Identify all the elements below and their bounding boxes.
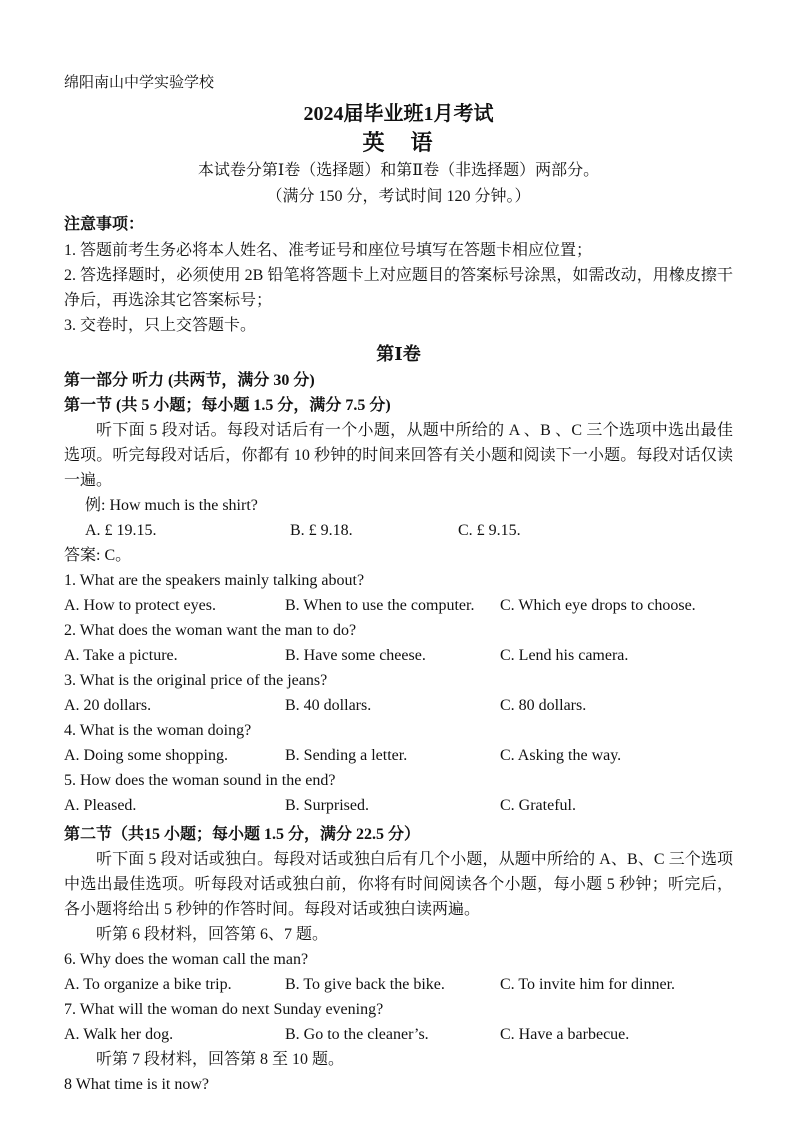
question-5-option-a: A. Pleased. bbox=[64, 797, 137, 814]
question-4-option-b: B. Sending a letter. bbox=[285, 747, 408, 764]
question-6-option-c: C. To invite him for dinner. bbox=[500, 976, 676, 993]
question-4-options bbox=[64, 743, 733, 768]
question-8-text: 8 What time is it now? bbox=[64, 1076, 210, 1093]
example-option-a: A. £ 19.15. bbox=[85, 522, 157, 539]
question-4-option-c: C. Asking the way. bbox=[500, 747, 622, 764]
question-5-options bbox=[64, 793, 733, 818]
question-1-option-a: A. How to protect eyes. bbox=[64, 597, 216, 614]
question-5-option-c: C. Grateful. bbox=[500, 797, 576, 814]
question-6 bbox=[64, 947, 733, 997]
material-6-note: 听第 6 段材料，回答第 6、7 题。 bbox=[96, 926, 329, 943]
school-name: 绵阳南山中学实验学校 bbox=[64, 75, 215, 91]
question-7-option-c: C. Have a barbecue. bbox=[500, 1026, 630, 1043]
question-5-text: 5. How does the woman sound in the end? bbox=[64, 772, 336, 789]
listening-part-title: 第一部分 听力 (共两节，满分 30 分) bbox=[64, 372, 315, 389]
question-3-text: 3. What is the original price of the jeans? bbox=[64, 672, 328, 689]
example-answer: 答案: C。 bbox=[64, 547, 132, 564]
question-5-option-b: B. Surprised. bbox=[285, 797, 369, 814]
score-time-line: （满分 150 分，考试时间 120 分钟。） bbox=[266, 188, 531, 205]
question-4-text: 4. What is the woman doing? bbox=[64, 722, 252, 739]
paper-structure-line: 本试卷分第Ⅰ卷（选择题）和第Ⅱ卷（非选择题）两部分。 bbox=[197, 162, 600, 179]
exam-title: 2024届毕业班1月考试 bbox=[303, 103, 494, 125]
question-7-options bbox=[64, 1022, 733, 1047]
question-7-option-a: A. Walk her dog. bbox=[64, 1026, 174, 1043]
question-7-option-b: B. Go to the cleaner’s. bbox=[285, 1026, 429, 1043]
question-2-options bbox=[64, 643, 733, 668]
question-3-option-c: C. 80 dollars. bbox=[500, 697, 587, 714]
question-1-text: 1. What are the speakers mainly talking about? bbox=[64, 572, 365, 589]
question-4-option-a: A. Doing some shopping. bbox=[64, 747, 228, 764]
section2-title: 第二节（共15 小题；每小题 1.5 分，满分 22.5 分） bbox=[64, 826, 421, 843]
question-6-text: 6. Why does the woman call the man? bbox=[64, 951, 309, 968]
material-7-note: 听第 7 段材料，回答第 8 至 10 题。 bbox=[96, 1051, 345, 1068]
section1-instructions: 听下面 5 段对话。每段对话后有一个小题，从题中所给的 A 、B 、C 三个选项中选出最佳选项。听完每段对话后，你都有 10 秒钟的时间来回答有关小题和阅读下一小题。每段对话仅读一遍。 bbox=[64, 422, 733, 489]
question-5 bbox=[64, 768, 733, 818]
question-3-option-a: A. 20 dollars. bbox=[64, 697, 152, 714]
example-options-row bbox=[64, 518, 733, 543]
question-6-options bbox=[64, 972, 733, 997]
question-4 bbox=[64, 718, 733, 768]
question-2-option-a: A. Take a picture. bbox=[64, 647, 178, 664]
question-3 bbox=[64, 668, 733, 718]
notice-item-1: 1. 答题前考生务必将本人姓名、准考证号和座位号填写在答题卡相应位置； bbox=[64, 242, 593, 259]
question-7-text: 7. What will the woman do next Sunday evening? bbox=[64, 1001, 384, 1018]
question-2-text: 2. What does the woman want the man to do? bbox=[64, 622, 357, 639]
question-2-option-b: B. Have some cheese. bbox=[285, 647, 426, 664]
question-1-option-c: C. Which eye drops to choose. bbox=[500, 597, 696, 614]
notices-heading: 注意事项： bbox=[64, 216, 145, 233]
question-1-option-b: B. When to use the computer. bbox=[285, 597, 475, 614]
question-3-option-b: B. 40 dollars. bbox=[285, 697, 372, 714]
question-2 bbox=[64, 618, 733, 668]
example-question: 例: How much is the shirt? bbox=[85, 497, 258, 514]
question-6-option-a: A. To organize a bike trip. bbox=[64, 976, 232, 993]
notice-item-2: 2. 答选择题时，必须使用 2B 铅笔将答题卡上对应题目的答案标号涂黑，如需改动，用橡皮擦干净后，再选涂其它答案标号； bbox=[64, 267, 733, 309]
question-7 bbox=[64, 997, 733, 1047]
question-3-options bbox=[64, 693, 733, 718]
section1-title: 第一节 (共 5 小题；每小题 1.5 分，满分 7.5 分) bbox=[64, 397, 391, 414]
notice-item-3: 3. 交卷时，只上交答题卡。 bbox=[64, 317, 257, 334]
question-6-option-b: B. To give back the bike. bbox=[285, 976, 445, 993]
section2-instructions: 听下面 5 段对话或独白。每段对话或独白后有几个小题，从题中所给的 A、B、C 三个选项中选出最佳选项。听每段对话或独白前，你将有时间阅读各个小题，每小题 5 秒钟；听完后，各小题将给出 5 秒钟的作答时间。每段对话或独白读两遍。 bbox=[64, 851, 733, 918]
question-1-options bbox=[64, 593, 733, 618]
subject-title: 英 语 bbox=[362, 130, 435, 155]
volume-title: 第Ⅰ卷 bbox=[376, 344, 421, 364]
question-1 bbox=[64, 568, 733, 618]
example-option-c: C. £ 9.15. bbox=[458, 522, 521, 539]
example-option-b: B. £ 9.18. bbox=[290, 522, 353, 539]
question-2-option-c: C. Lend his camera. bbox=[500, 647, 629, 664]
